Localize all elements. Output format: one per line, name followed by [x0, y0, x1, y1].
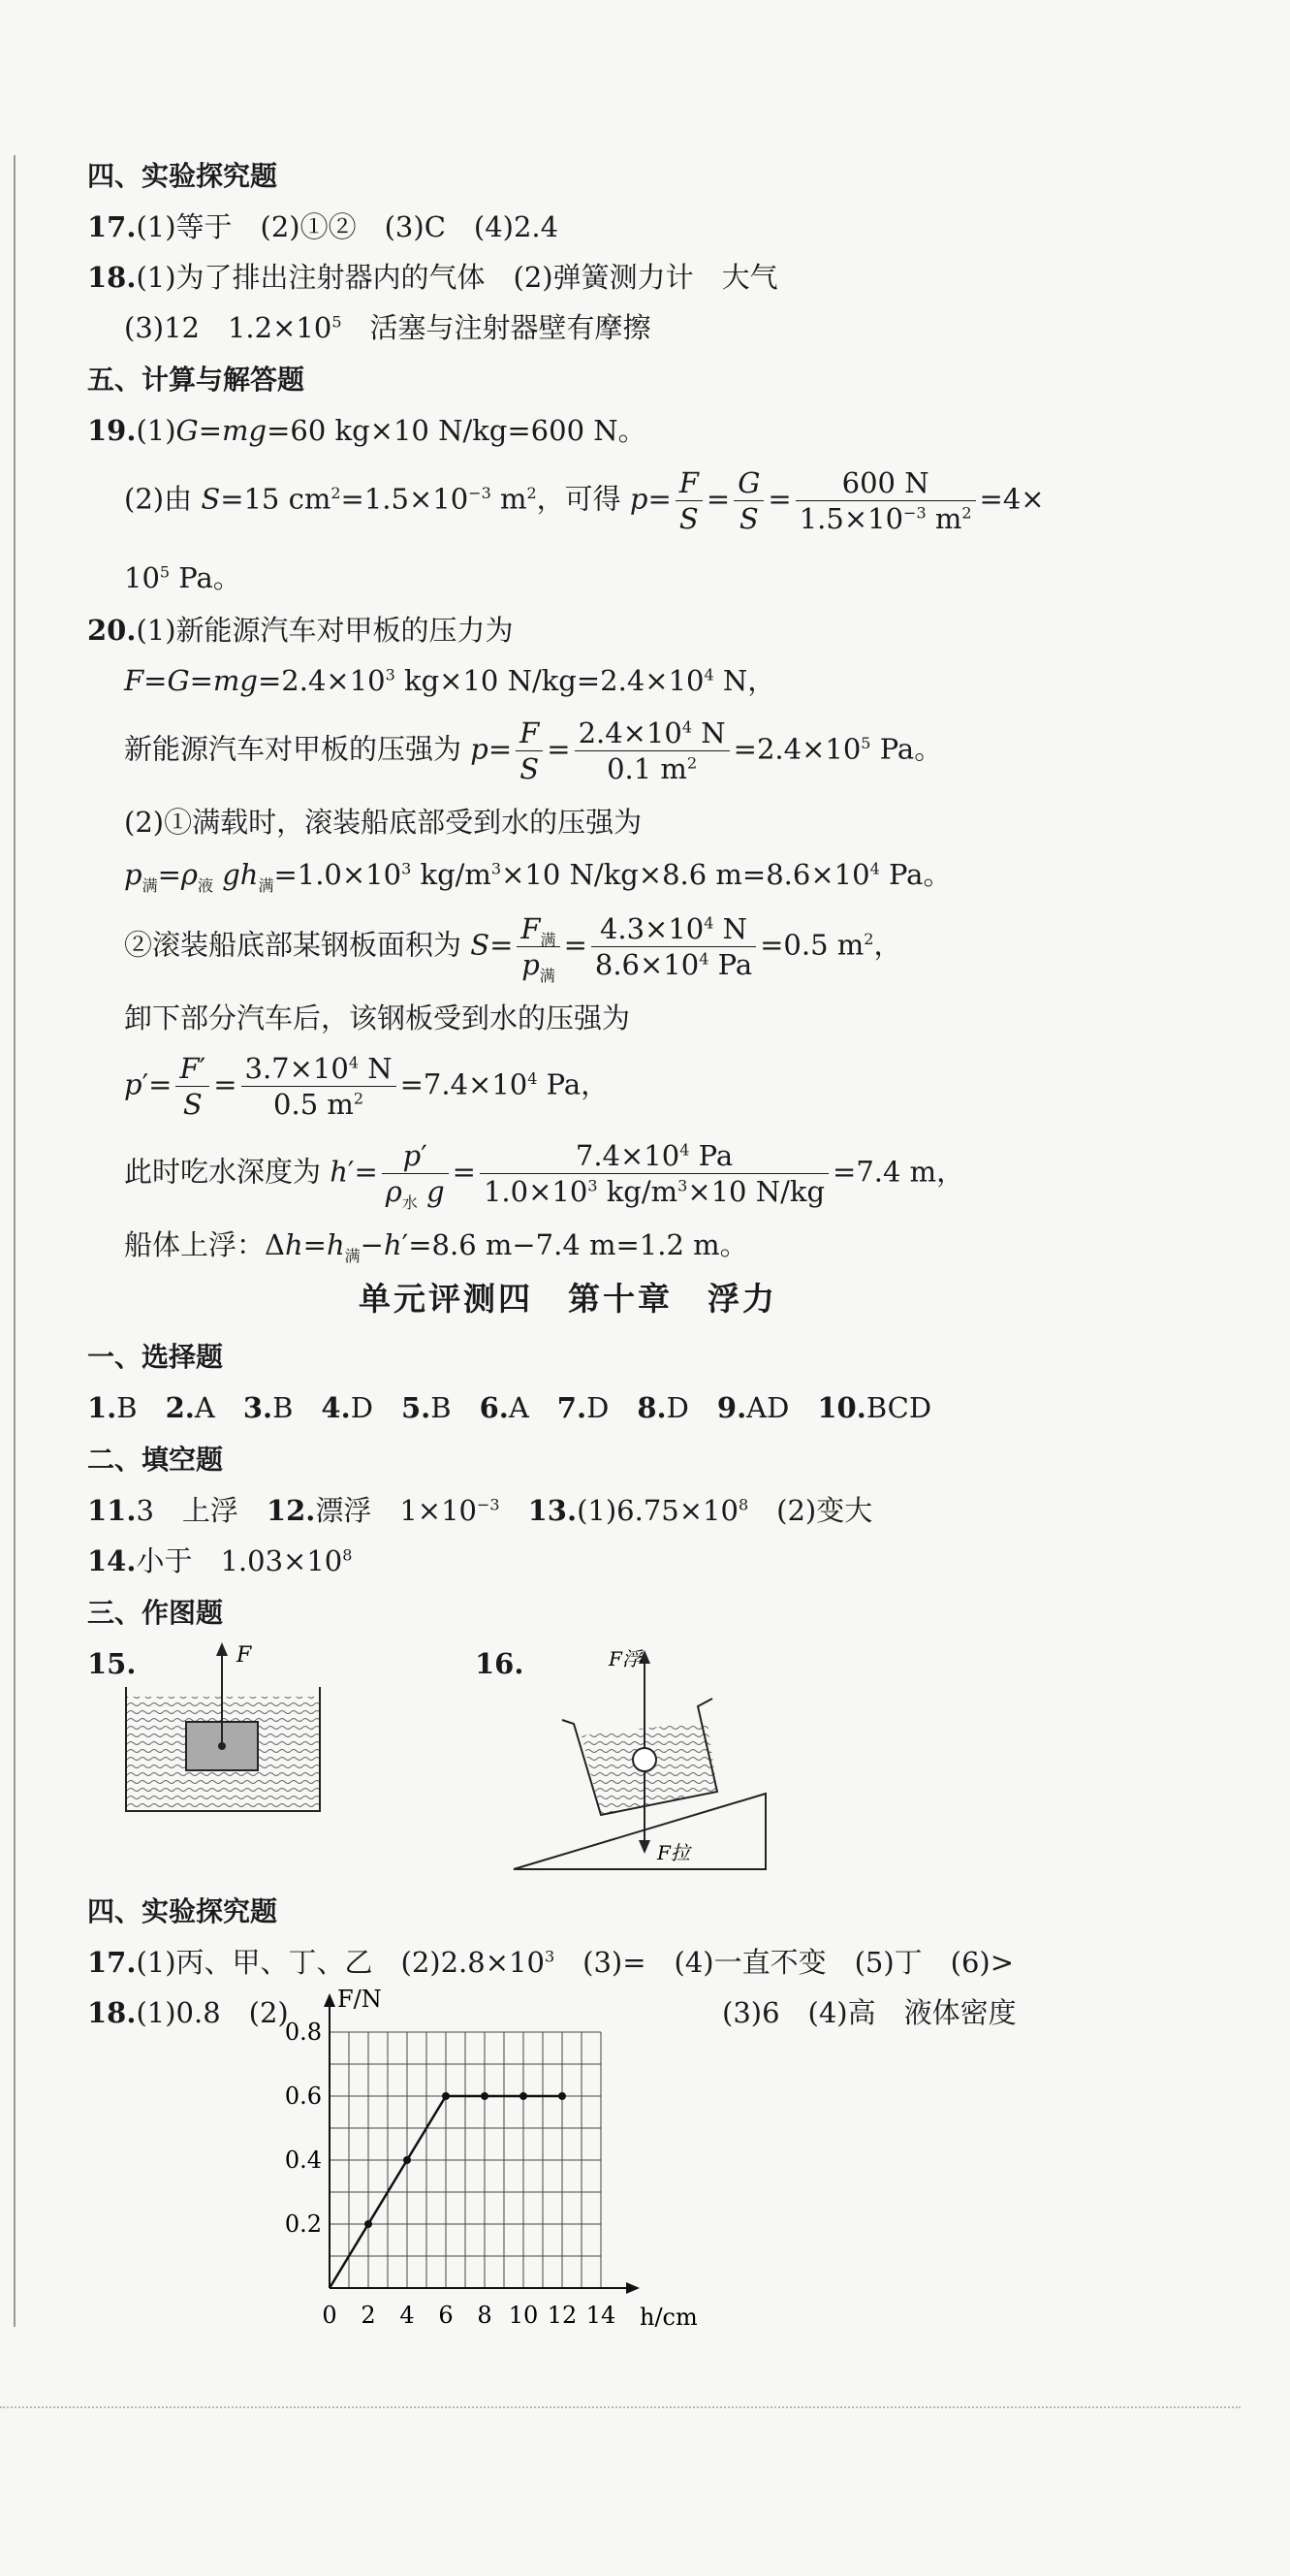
answer-q19-line2: (2)由 S=15 $cm^2=1.5\times 10^{-3}$ $m^2$，可得 p= $\frac{F}{S}$ = $\frac{G}{S}$ = $\frac{600 N}{1.5\times 10^{-3} m^2}$ =4×: [124, 466, 1045, 535]
answer-q20-line8: p′= $\frac{F'}{S}$ = $\frac{3.7\times 10^4 N}{0.5 m^2}$ $=7.4\times 10^4$ Pa，: [124, 1052, 610, 1121]
answer-q20-line2: $F=G=mg=2.4\times 10^3$ kg×10 $N/kg=2.4\times 10^4$ N，: [124, 664, 776, 697]
y-tick-label: 0.8: [284, 2019, 322, 2046]
force-label-f: F: [236, 1643, 252, 1668]
x-tick-label: 8: [477, 2302, 492, 2329]
page-divider: [0, 2406, 1241, 2408]
figure-16-incline-diagram: [504, 1638, 785, 1881]
x-tick-label: 14: [585, 2302, 616, 2329]
x-tick-label: 0: [322, 2302, 337, 2329]
unit-title: 单元评测四 第十章 浮力: [359, 1280, 777, 1318]
arrow-up-icon: [216, 1642, 228, 1656]
section-heading-choice: 一、选择题: [87, 1341, 224, 1373]
chart-series: [330, 2092, 566, 2288]
answer-q20-line3: 新能源汽车对甲板的压强为 p= $\frac{F}{S}$ = $\frac{2.4\times 10^4 N}{0.1 m^2}$ $=2.4\times 10^5$ Pa。: [124, 716, 943, 785]
experiment-answers-line2a: 18.(1)0.8 (2): [87, 1996, 289, 2029]
y-tick-label: 0.2: [284, 2210, 322, 2238]
experiment-answers-line1: 17.(1)丙、甲、丁、乙 $(2)2.8\times 10^3$ (3)= (4)一直不变 (5)丁 (6)>: [87, 1946, 1015, 1979]
data-point: [481, 2092, 488, 2100]
data-point: [364, 2220, 372, 2228]
y-tick-label: 0.4: [284, 2147, 322, 2174]
answer-q20-line1: 20.(1)新能源汽车对甲板的压力为: [87, 614, 514, 647]
answer-q20-line4: (2)①满载时，滚装船底部受到水的压强为: [124, 806, 643, 839]
answer-q20-line6: ②滚装船底部某钢板面积为 S= $F_满$ $p_满$ = $\frac{4.3\times 10^4 N}{8.6\times 10^4 Pa}$ =0.5 $m^2$，: [124, 912, 902, 985]
force-depth-chart: [262, 1983, 717, 2332]
answer-q17: 17.(1)等于 (2)①② (3)C (4)2.4: [87, 210, 559, 243]
section-heading-fill: 二、填空题: [87, 1444, 224, 1476]
choice-answers: 1.B 2.A 3.B 4.D 5.B 6.A 7.D 8.D 9.AD 10.BCD: [87, 1391, 932, 1424]
section-heading-drawing: 三、作图题: [87, 1597, 224, 1629]
force-label-buoyancy: F浮: [609, 1647, 642, 1670]
fill-answers-line1: 11.3 上浮 12.漂浮 $1\times 10^{-3}$ $13.(1)6.75\times 10^8$ (2)变大: [87, 1494, 873, 1527]
data-point: [403, 2156, 411, 2164]
x-tick-label: 6: [438, 2302, 454, 2329]
x-tick-label: 10: [508, 2302, 539, 2329]
x-axis-arrow-icon: [626, 2282, 640, 2294]
x-tick-label: 12: [547, 2302, 578, 2329]
margin-line: [14, 155, 16, 2327]
fill-answers-line2: 14.小于 $1.03\times 10^8$: [87, 1544, 353, 1577]
y-axis-label: F/N: [337, 1986, 382, 2013]
answer-q18-line2: (3)12 $1.2\times 10^5$ 活塞与注射器壁有摩擦: [124, 311, 651, 344]
question-number-16: 16.: [475, 1647, 524, 1680]
data-point: [519, 2092, 527, 2100]
y-axis-arrow-icon: [324, 1993, 335, 2007]
experiment-answers-line2b: (3)6 (4)高 液体密度: [722, 1996, 1017, 2029]
answer-q20-line10: 船体上浮：$\Delta h=h_满-h'=8.6$ m−7.4 m=1.2 m。: [124, 1228, 748, 1265]
x-tick-label: 4: [399, 2302, 415, 2329]
x-tick-label: 2: [361, 2302, 376, 2329]
chart-axes: [324, 1986, 698, 2331]
figure-15-buoyancy-diagram: [116, 1638, 330, 1823]
x-axis-label: h/cm: [640, 2304, 698, 2331]
answer-q20-line7: 卸下部分汽车后，该钢板受到水的压强为: [124, 1002, 631, 1034]
answer-q19-line3: $10^5$ Pa。: [124, 561, 241, 594]
force-label-tension: F拉: [657, 1841, 690, 1864]
arrow-down-icon: [639, 1840, 650, 1854]
section-heading-experiment: 四、实验探究题: [87, 160, 278, 192]
section-heading-calculation: 五、计算与解答题: [87, 364, 305, 396]
answer-q19-line1: 19.(1)G=mg=60 kg×10 N/kg=600 N。: [87, 414, 646, 447]
answer-q20-line5: $p_满=\rho_液$ $gh_满=1.0\times 10^3$ $kg/m^3\times 10$ N/kg×8.6 $m=8.6\times 10^4$ Pa。: [124, 858, 952, 895]
data-point: [558, 2092, 566, 2100]
question-number-15: 15.: [87, 1647, 137, 1680]
answer-q20-line9: 此时吃水深度为 h′= p′ $\rho_水$ g = $\frac{7.4\times 10^4 Pa}{1.0\times 10^3 kg/m^3\times 10 N/kg}$ =7.4 m，: [124, 1139, 965, 1212]
section-heading-experiment-2: 四、实验探究题: [87, 1895, 278, 1927]
y-tick-label: 0.6: [284, 2083, 322, 2110]
data-point: [442, 2092, 450, 2100]
ball: [633, 1748, 656, 1771]
answer-q18-line1: 18.(1)为了排出注射器内的气体 (2)弹簧测力计 大气: [87, 261, 778, 294]
chart-grid: [330, 2032, 601, 2288]
